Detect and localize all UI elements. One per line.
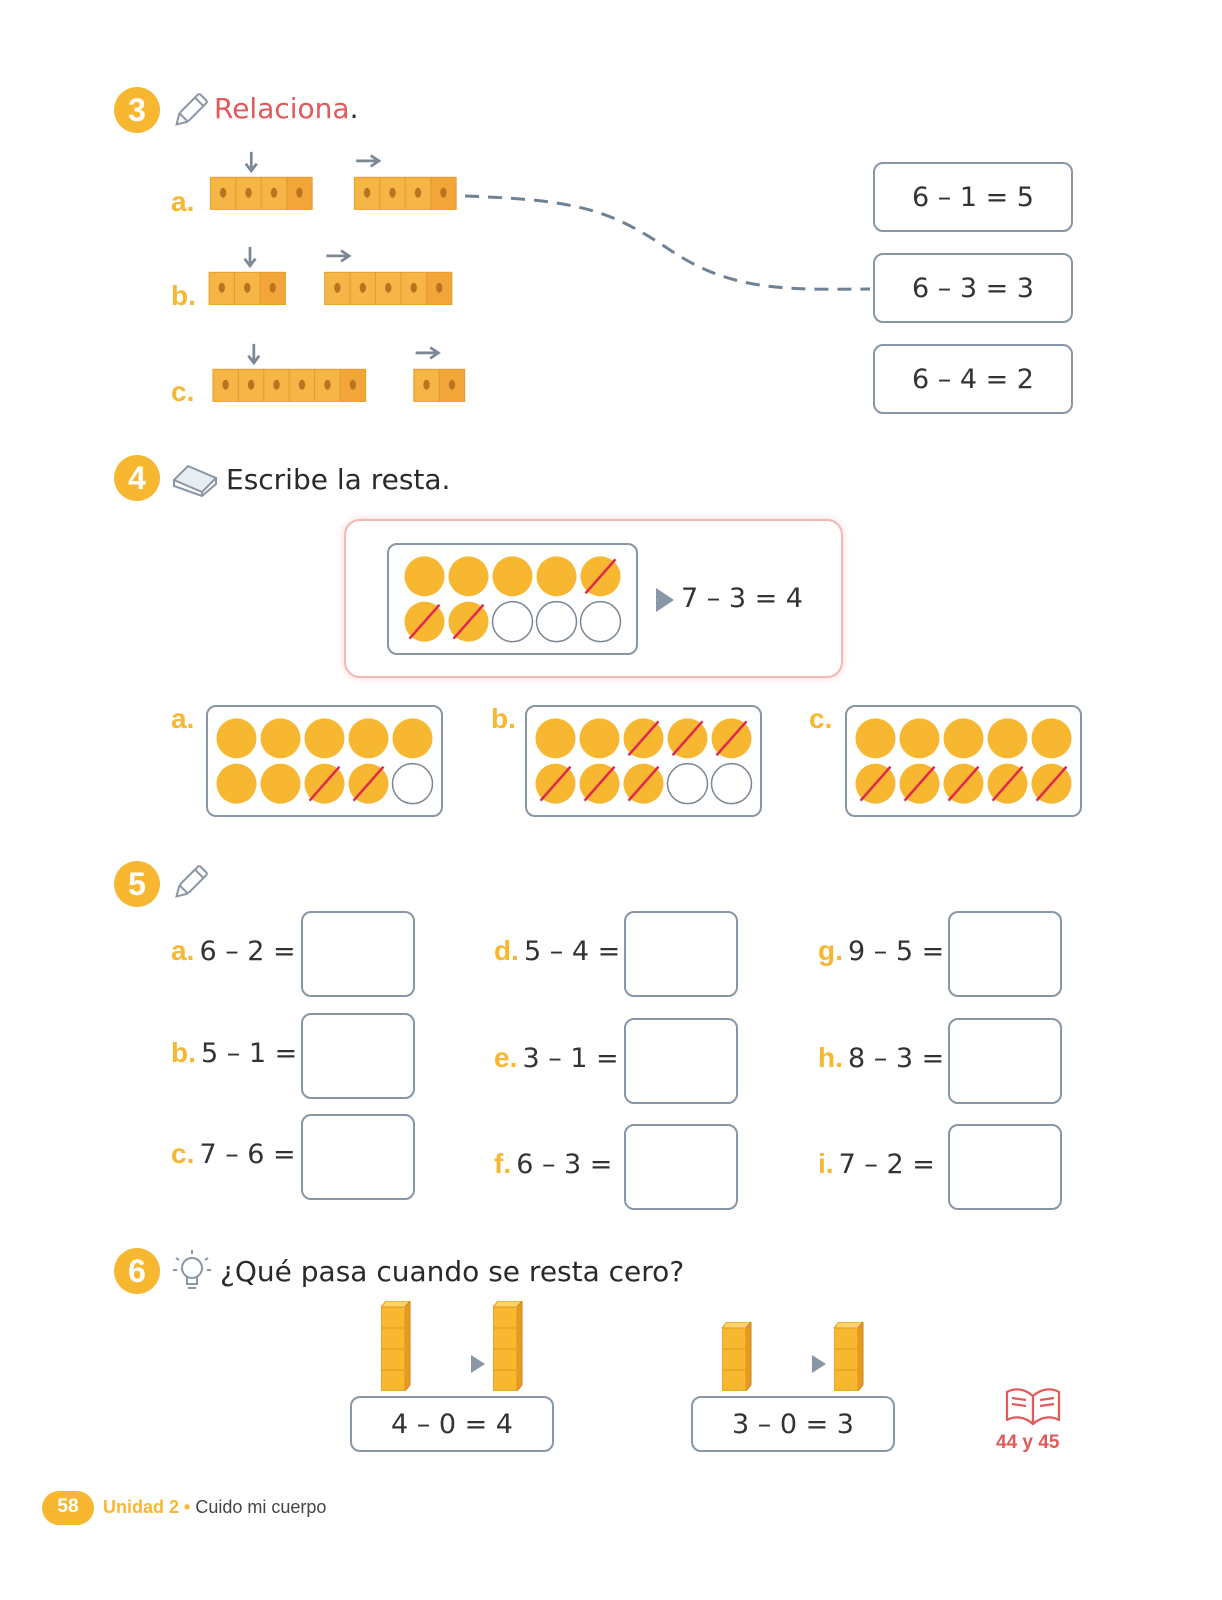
unit-cube bbox=[834, 1370, 858, 1391]
unit-cube bbox=[381, 1307, 405, 1328]
counter-filled bbox=[405, 556, 445, 596]
cube-tower bbox=[381, 1301, 411, 1391]
ex3-letter-a: a. bbox=[171, 186, 195, 217]
exercise-3-title-period: . bbox=[349, 92, 359, 125]
example-equation: 7 – 3 = 4 bbox=[681, 583, 803, 614]
unit-cube bbox=[381, 1370, 405, 1391]
counter-empty bbox=[537, 602, 577, 642]
counter-empty bbox=[581, 602, 621, 642]
page-number: 58 bbox=[42, 1491, 94, 1525]
counter-empty bbox=[712, 764, 752, 804]
cheese-hole bbox=[273, 380, 279, 390]
ex5-item-b bbox=[171, 1037, 297, 1069]
cube-side bbox=[517, 1301, 522, 1391]
cheese-hole bbox=[220, 188, 226, 198]
exercise-6-number: 6 bbox=[114, 1248, 160, 1294]
exercise-5-number: 5 bbox=[114, 861, 160, 907]
unit-cube bbox=[381, 1349, 405, 1370]
exercise-3-number: 3 bbox=[114, 87, 160, 133]
ex5-letter: i. bbox=[818, 1148, 834, 1179]
ex5-answer-box-c[interactable] bbox=[301, 1114, 415, 1200]
unit-cube bbox=[493, 1349, 517, 1370]
ex5-letter: f. bbox=[494, 1148, 512, 1179]
cheese-hole bbox=[436, 283, 442, 293]
unit-cube bbox=[722, 1370, 746, 1391]
counter-empty bbox=[668, 764, 708, 804]
ex4-letter-a: a. bbox=[171, 703, 195, 734]
cheese-hole bbox=[360, 283, 366, 293]
ex5-answer-box-g[interactable] bbox=[948, 911, 1062, 997]
ex5-letter: d. bbox=[494, 935, 519, 966]
cube-tower bbox=[493, 1301, 523, 1391]
ex4-ten-frame-c bbox=[845, 705, 1082, 817]
arrow-down-icon bbox=[246, 152, 257, 171]
counter-filled bbox=[1032, 718, 1072, 758]
ex6-equation-box-2: 3 – 0 = 3 bbox=[691, 1396, 895, 1452]
cube-side bbox=[405, 1301, 410, 1391]
counter-filled bbox=[261, 718, 301, 758]
ex5-expression: 6 – 2 = bbox=[199, 936, 296, 967]
cheese-hole bbox=[334, 283, 340, 293]
unit-cube bbox=[722, 1349, 746, 1370]
exercise-4-number: 4 bbox=[114, 455, 160, 501]
ex5-item-d bbox=[494, 935, 620, 967]
counter-empty bbox=[493, 602, 533, 642]
counter-filled bbox=[536, 718, 576, 758]
cheese-hole bbox=[245, 188, 251, 198]
ex5-answer-box-f[interactable] bbox=[624, 1124, 738, 1210]
example-ten-frame bbox=[387, 543, 638, 655]
lightbulb-icon bbox=[170, 1246, 214, 1294]
ex4-ten-frame-a bbox=[206, 705, 443, 817]
counter-filled bbox=[580, 718, 620, 758]
ten-frame-dots bbox=[847, 707, 1080, 815]
ex6-equation-box-1: 4 – 0 = 4 bbox=[350, 1396, 554, 1452]
ex4-letter-c: c. bbox=[809, 703, 833, 734]
arrow-down-icon bbox=[245, 247, 256, 266]
ex3-letter-b: b. bbox=[171, 280, 196, 311]
exercise-4-title: Escribe la resta. bbox=[226, 463, 451, 496]
counter-filled bbox=[449, 556, 489, 596]
unit-cube bbox=[493, 1370, 517, 1391]
ex3-equation-box-2[interactable]: 6 – 3 = 3 bbox=[873, 253, 1073, 323]
cheese-strip-right bbox=[349, 150, 467, 210]
cheese-hole bbox=[411, 283, 417, 293]
counter-filled bbox=[856, 718, 896, 758]
cheese-hole bbox=[271, 188, 277, 198]
eraser-icon bbox=[170, 460, 220, 498]
counter-filled bbox=[493, 556, 533, 596]
unit-cube bbox=[834, 1349, 858, 1370]
ex5-expression: 7 – 6 = bbox=[199, 1139, 296, 1170]
cheese-hole bbox=[385, 283, 391, 293]
ten-frame-dots bbox=[208, 707, 441, 815]
unit-cube bbox=[722, 1328, 746, 1349]
ex5-answer-box-b[interactable] bbox=[301, 1013, 415, 1099]
footer-unit bbox=[103, 1497, 326, 1518]
unit-cube bbox=[381, 1328, 405, 1349]
ex5-expression: 6 – 3 = bbox=[516, 1149, 613, 1180]
connector-line[interactable] bbox=[460, 180, 880, 300]
counter-filled bbox=[349, 718, 389, 758]
ex5-answer-box-d[interactable] bbox=[624, 911, 738, 997]
ex5-expression: 7 – 2 = bbox=[838, 1149, 935, 1180]
cheese-hole bbox=[270, 283, 276, 293]
cube-tower bbox=[834, 1322, 864, 1391]
arrow-right-icon bbox=[326, 250, 349, 261]
exercise-3-title bbox=[214, 92, 358, 125]
pencil-icon bbox=[170, 862, 210, 904]
arrow-right-icon bbox=[416, 347, 439, 358]
ex3-equation-box-3[interactable]: 6 – 4 = 2 bbox=[873, 344, 1073, 414]
ex5-answer-box-h[interactable] bbox=[948, 1018, 1062, 1104]
ex4-letter-b: b. bbox=[491, 703, 516, 734]
ex3-equation-box-1[interactable]: 6 – 1 = 5 bbox=[873, 162, 1073, 232]
arrow-down-icon bbox=[248, 344, 259, 363]
cheese-hole bbox=[350, 380, 356, 390]
ex5-answer-box-i[interactable] bbox=[948, 1124, 1062, 1210]
counter-filled bbox=[217, 764, 257, 804]
cheese-hole bbox=[222, 380, 228, 390]
footer-topic: Cuido mi cuerpo bbox=[195, 1497, 327, 1517]
ex5-letter: c. bbox=[171, 1138, 195, 1169]
play-arrow-icon bbox=[654, 586, 676, 614]
ex5-item-i bbox=[818, 1148, 935, 1180]
play-arrow-icon bbox=[811, 1354, 827, 1374]
ex5-letter: g. bbox=[818, 935, 843, 966]
ex4-ten-frame-b bbox=[525, 705, 762, 817]
cheese-strip-right bbox=[411, 342, 473, 402]
ex3-letter-c: c. bbox=[171, 376, 195, 407]
ex5-expression: 3 – 1 = bbox=[522, 1043, 619, 1074]
cheese-hole bbox=[299, 380, 305, 390]
ex5-item-c bbox=[171, 1138, 296, 1170]
cheese-hole bbox=[440, 188, 446, 198]
ex5-item-h bbox=[818, 1042, 944, 1074]
ex5-item-f bbox=[494, 1148, 612, 1180]
ex5-expression: 5 – 1 = bbox=[200, 1038, 298, 1069]
cheese-strip-right bbox=[318, 245, 464, 305]
footer-unit-label: Unidad 2 bbox=[103, 1497, 180, 1517]
open-book-icon bbox=[1004, 1384, 1062, 1428]
unit-cube bbox=[493, 1307, 517, 1328]
cheese-hole bbox=[364, 188, 370, 198]
exercise-6-title: ¿Qué pasa cuando se resta cero? bbox=[220, 1255, 685, 1288]
ex5-item-e bbox=[494, 1042, 619, 1074]
cheese-hole bbox=[389, 188, 395, 198]
book-reference: 44 y 45 bbox=[996, 1432, 1060, 1453]
ex5-answer-box-e[interactable] bbox=[624, 1018, 738, 1104]
ten-frame-dots bbox=[389, 545, 636, 653]
footer-separator: • bbox=[179, 1497, 196, 1517]
cheese-hole bbox=[449, 380, 455, 390]
cheese-hole bbox=[423, 380, 429, 390]
ex5-item-a bbox=[171, 935, 296, 967]
ex5-letter: e. bbox=[494, 1042, 518, 1073]
counter-filled bbox=[900, 718, 940, 758]
pencil-icon bbox=[170, 90, 210, 132]
ex5-letter: a. bbox=[171, 935, 195, 966]
cheese-hole bbox=[324, 380, 330, 390]
cheese-hole bbox=[296, 188, 302, 198]
ex5-expression: 9 – 5 = bbox=[847, 936, 945, 967]
cheese-strip-left bbox=[205, 150, 323, 210]
arrow-right-icon bbox=[356, 155, 379, 166]
counter-filled bbox=[944, 718, 984, 758]
counter-filled bbox=[537, 556, 577, 596]
cube-side bbox=[746, 1322, 751, 1391]
cheese-hole bbox=[219, 283, 225, 293]
ex5-expression: 5 – 4 = bbox=[523, 936, 621, 967]
counter-filled bbox=[393, 718, 433, 758]
play-arrow-icon bbox=[470, 1354, 486, 1374]
cheese-hole bbox=[415, 188, 421, 198]
counter-filled bbox=[305, 718, 345, 758]
cheese-strip-left bbox=[205, 245, 295, 305]
ex5-item-g bbox=[818, 935, 944, 967]
cube-side bbox=[858, 1322, 863, 1391]
counter-filled bbox=[988, 718, 1028, 758]
cheese-hole bbox=[244, 283, 250, 293]
exercise-3-title-text: Relaciona bbox=[214, 92, 350, 125]
counter-filled bbox=[217, 718, 257, 758]
unit-cube bbox=[834, 1328, 858, 1349]
ex5-letter: b. bbox=[171, 1037, 196, 1068]
ex5-letter: h. bbox=[818, 1042, 843, 1073]
unit-cube bbox=[493, 1328, 517, 1349]
ex5-expression: 8 – 3 = bbox=[847, 1043, 945, 1074]
cube-tower bbox=[722, 1322, 752, 1391]
counter-filled bbox=[261, 764, 301, 804]
counter-empty bbox=[393, 764, 433, 804]
cheese-strip-left bbox=[205, 342, 379, 402]
ex5-answer-box-a[interactable] bbox=[301, 911, 415, 997]
cheese-hole bbox=[248, 380, 254, 390]
ten-frame-dots bbox=[527, 707, 760, 815]
